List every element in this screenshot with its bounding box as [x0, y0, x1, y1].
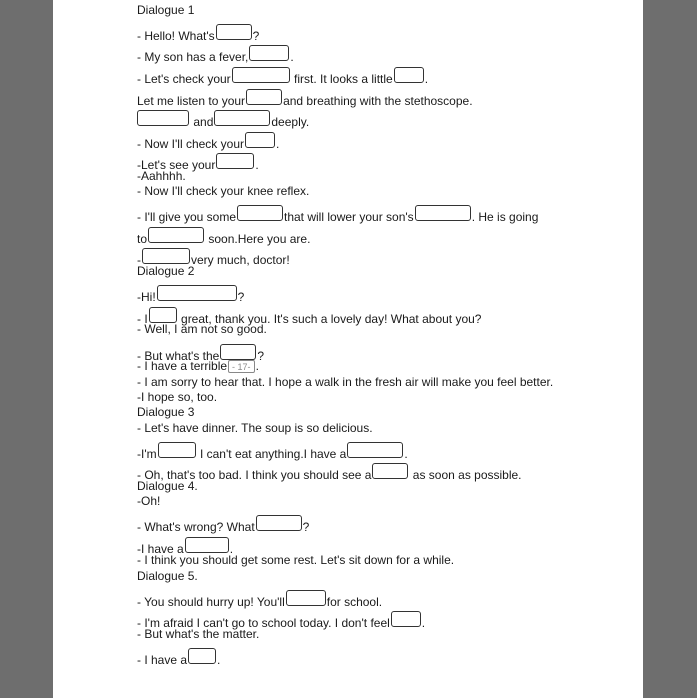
- answer-blank[interactable]: [216, 24, 252, 40]
- dialogue-2-line-2: - I great, thank you. It's such a lovely day! What about you?: [137, 307, 481, 326]
- answer-blank[interactable]: [394, 67, 424, 83]
- answer-blank[interactable]: [347, 442, 403, 458]
- dialogue-1-line-1: - Hello! What's ?: [137, 24, 259, 43]
- dialogue-1-line-5: and deeply.: [137, 110, 309, 129]
- answer-blank[interactable]: [214, 110, 270, 126]
- answer-blank[interactable]: [246, 89, 282, 105]
- dialogue-5-line-4: - I have a .: [137, 648, 220, 667]
- dialogue-4-heading: Dialogue 4.: [137, 479, 198, 493]
- dialogue-2-line-6: - I am sorry to hear that. I hope a walk in the fresh air will make you feel better.: [137, 375, 554, 389]
- dialogue-3-line-1: - Let's have dinner. The soup is so delicious.: [137, 421, 373, 435]
- answer-blank[interactable]: [232, 67, 290, 83]
- dialogue-3-heading: Dialogue 3: [137, 405, 195, 419]
- dialogue-1-line-10: - I'll give you some that will lower your son's . He is going: [137, 205, 538, 224]
- dialogue-4-line-1: -Oh!: [137, 494, 161, 508]
- answer-blank[interactable]: [372, 463, 408, 479]
- dialogue-4-line-4: - I think you should get some rest. Let's sit down for a while.: [137, 553, 455, 567]
- dialogue-3-line-2: -I'm I can't eat anything.I have a .: [137, 442, 408, 461]
- answer-blank[interactable]: [149, 307, 177, 323]
- dialogue-1-line-7: -Let's see your .: [137, 153, 259, 172]
- answer-blank[interactable]: [249, 45, 289, 61]
- dialogue-1-line-3: - Let's check your first. It looks a little .: [137, 67, 428, 86]
- answer-blank[interactable]: [237, 205, 283, 221]
- dialogue-2-line-4: - But what's the ?: [137, 344, 264, 363]
- answer-blank-hint[interactable]: - 17-: [228, 360, 255, 373]
- dialogue-2-line-7: -I hope so, too.: [137, 390, 218, 404]
- answer-blank[interactable]: [286, 590, 326, 606]
- dialogue-1-line-4: Let me listen to your and breathing with the stethoscope.: [137, 89, 473, 108]
- dialogue-2-heading: Dialogue 2: [137, 264, 195, 278]
- answer-blank[interactable]: [148, 227, 204, 243]
- answer-blank[interactable]: [137, 110, 189, 126]
- dialogue-1-line-2: - My son has a fever, .: [137, 45, 294, 64]
- answer-blank[interactable]: [142, 248, 190, 264]
- dialogue-5-heading: Dialogue 5.: [137, 569, 198, 583]
- dialogue-2-line-5: - I have a terrible - 17- .: [137, 359, 259, 373]
- dialogue-4-line-2: - What's wrong? What ?: [137, 515, 309, 534]
- answer-blank[interactable]: [185, 537, 229, 553]
- answer-blank[interactable]: [158, 442, 196, 458]
- dialogue-2-line-3: - Well, I am not so good.: [137, 322, 267, 336]
- answer-blank[interactable]: [188, 648, 216, 664]
- dialogue-3-line-3: - Oh, that's too bad. I think you should see a as soon as possible.: [137, 463, 522, 482]
- answer-blank[interactable]: [216, 153, 254, 169]
- dialogue-4-line-3: -I have a .: [137, 537, 233, 556]
- dialogue-1-line-6: - Now I'll check your .: [137, 132, 279, 151]
- dialogue-1-heading: Dialogue 1: [137, 3, 195, 17]
- answer-blank[interactable]: [256, 515, 302, 531]
- dialogue-1-line-12: - very much, doctor!: [137, 248, 290, 267]
- dialogue-5-line-2: - I'm afraid I can't go to school today. I don't feel .: [137, 611, 425, 630]
- dialogue-2-line-1: -Hi! ?: [137, 285, 244, 304]
- answer-blank[interactable]: [157, 285, 237, 301]
- answer-blank[interactable]: [245, 132, 275, 148]
- worksheet-page: [53, 0, 643, 698]
- dialogue-5-line-1: - You should hurry up! You'll for school.: [137, 590, 382, 609]
- answer-blank[interactable]: [415, 205, 471, 221]
- dialogue-1-line-11: to soon.Here you are.: [137, 227, 310, 246]
- answer-blank[interactable]: [220, 344, 256, 360]
- answer-blank[interactable]: [391, 611, 421, 627]
- dialogue-5-line-3: - But what's the matter.: [137, 627, 260, 641]
- dialogue-1-line-9: - Now I'll check your knee reflex.: [137, 184, 310, 198]
- dialogue-1-line-8: -Aahhhh.: [137, 169, 186, 183]
